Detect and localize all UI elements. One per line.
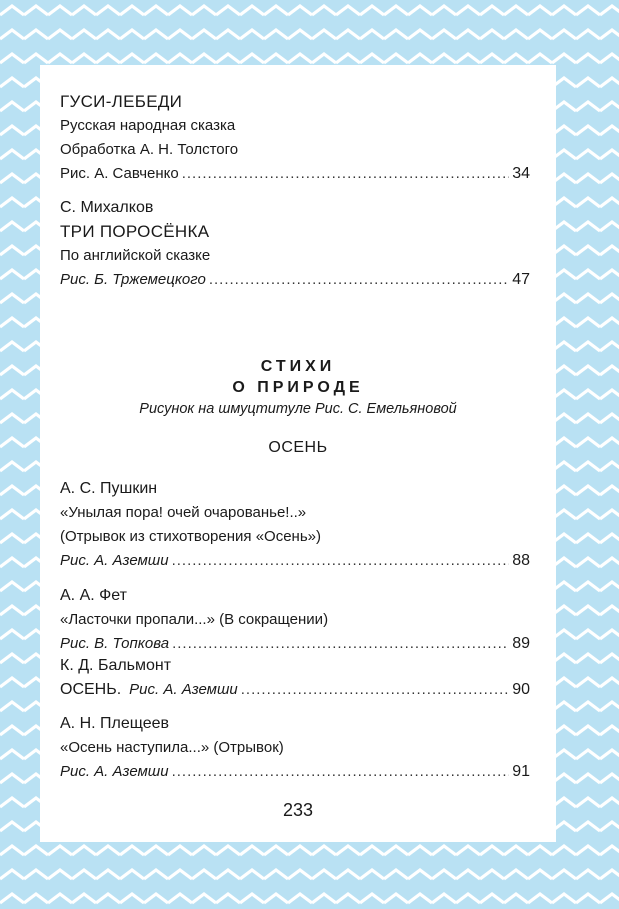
dot-leader (172, 549, 510, 573)
entry-credit-row (60, 549, 530, 573)
entry-credit-row (60, 760, 530, 784)
entry-credit-row (60, 632, 530, 656)
toc-entry-pleshcheev (60, 712, 530, 784)
toc-entry-gusi-lebedi (60, 90, 530, 186)
subsection-title: ОСЕНЬ (268, 439, 328, 456)
dot-leader (209, 268, 509, 292)
entry-author: А. А. Фет (60, 587, 127, 604)
entry-author: А. Н. Плещеев (60, 715, 170, 732)
section-subtitle: Рисунок на шмуцтитуле Рис. С. Емельяновой (139, 401, 457, 417)
toc-entry-pushkin (60, 477, 530, 573)
entry-credit: Рис. А. Аземши (129, 681, 238, 698)
entry-credit: Рис. А. Аземши (60, 552, 169, 569)
entry-title: «Ласточки пропали...» (В сокращении) (60, 611, 329, 628)
entry-page-number: 91 (512, 763, 530, 780)
entry-source: По английской сказке (60, 247, 211, 264)
toc-entry-fet (60, 584, 530, 656)
entry-credit: Рис. А. Савченко (60, 165, 179, 182)
entry-page-number: 90 (512, 681, 530, 698)
toc-entry-tri-porosenka (60, 196, 530, 292)
entry-author: С. Михалков (60, 199, 154, 216)
entry-credit-row (60, 268, 530, 292)
entry-credit-row (60, 678, 530, 702)
page-number: 233 (282, 800, 314, 820)
entry-credit: Рис. Б. Тржемецкого (60, 271, 206, 288)
entry-title: «Осень наступила...» (Отрывок) (60, 739, 284, 756)
section-title-line2: О ПРИРОДЕ (232, 379, 364, 396)
section-heading (40, 356, 556, 420)
entry-author: К. Д. Бальмонт (60, 657, 172, 674)
entry-title: ТРИ ПОРОСЁНКА (60, 222, 210, 241)
entry-note: (Отрывок из стихотворения «Осень») (60, 528, 321, 545)
section-title-line1: СТИХИ (260, 358, 336, 375)
entry-title: «Унылая пора! очей очарованье!..» (60, 504, 307, 521)
entry-page-number: 47 (512, 271, 530, 288)
entry-page-number: 34 (512, 165, 530, 182)
entry-page-number: 88 (512, 552, 530, 569)
dot-leader (241, 678, 509, 702)
toc-entry-balmont (60, 654, 530, 702)
dot-leader (172, 632, 509, 656)
entry-author: А. С. Пушкин (60, 480, 158, 497)
entry-title: ГУСИ-ЛЕБЕДИ (60, 92, 183, 111)
entry-credit-row (60, 162, 530, 186)
entry-title: ОСЕНЬ. (60, 681, 122, 698)
dot-leader (182, 162, 509, 186)
entry-genre: Русская народная сказка (60, 117, 236, 134)
entry-adaptation: Обработка А. Н. Толстого (60, 141, 239, 158)
dot-leader (172, 760, 510, 784)
page-panel (40, 65, 556, 842)
entry-credit: Рис. А. Аземши (60, 763, 169, 780)
entry-page-number: 89 (512, 635, 530, 652)
entry-credit: Рис. В. Топкова (60, 635, 170, 652)
